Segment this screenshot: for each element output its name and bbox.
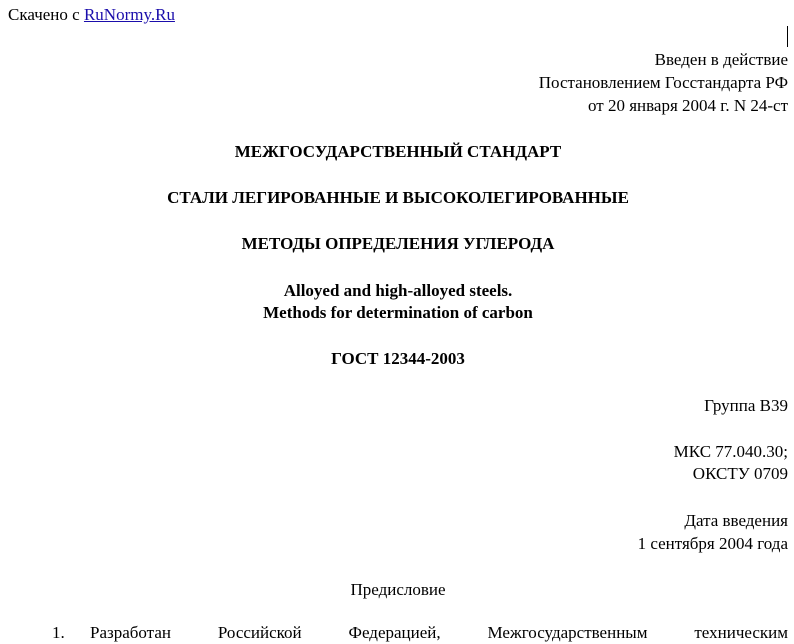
- enactment-line-3: от 20 января 2004 г. N 24-ст: [587, 96, 788, 115]
- okstu-code: ОКСТУ 0709: [692, 464, 788, 483]
- standard-code: ГОСТ 12344-2003: [331, 349, 465, 368]
- intro-date-label: Дата введения: [684, 511, 788, 530]
- title-en-line-1: Alloyed and high-alloyed steels.: [283, 281, 513, 300]
- list-item-number: 1.: [52, 623, 65, 642]
- download-prefix: Скачено с: [8, 5, 80, 24]
- foreword-heading: Предисловие: [350, 580, 446, 599]
- intro-date-value: 1 сентября 2004 года: [637, 534, 788, 553]
- enactment-line-1: Введен в действие: [654, 50, 788, 69]
- standard-type-heading: МЕЖГОСУДАРСТВЕННЫЙ СТАНДАРТ: [234, 142, 562, 161]
- text-cursor: [787, 26, 788, 47]
- enactment-line-2: Постановлением Госстандарта РФ: [538, 73, 788, 92]
- title-ru-line-1: СТАЛИ ЛЕГИРОВАННЫЕ И ВЫСОКОЛЕГИРОВАННЫЕ: [167, 188, 629, 207]
- download-source: [8, 5, 175, 25]
- title-en-line-2: Methods for determination of carbon: [263, 303, 533, 322]
- group-code: Группа В39: [704, 396, 788, 415]
- runormy-link[interactable]: RuNormy.Ru: [83, 5, 175, 24]
- title-ru-line-2: МЕТОДЫ ОПРЕДЕЛЕНИЯ УГЛЕРОДА: [241, 234, 555, 253]
- mks-code: МКС 77.040.30;: [673, 442, 788, 461]
- list-item-text: Разработан Российской Федерацией, Межгосударственным техническим: [90, 623, 788, 642]
